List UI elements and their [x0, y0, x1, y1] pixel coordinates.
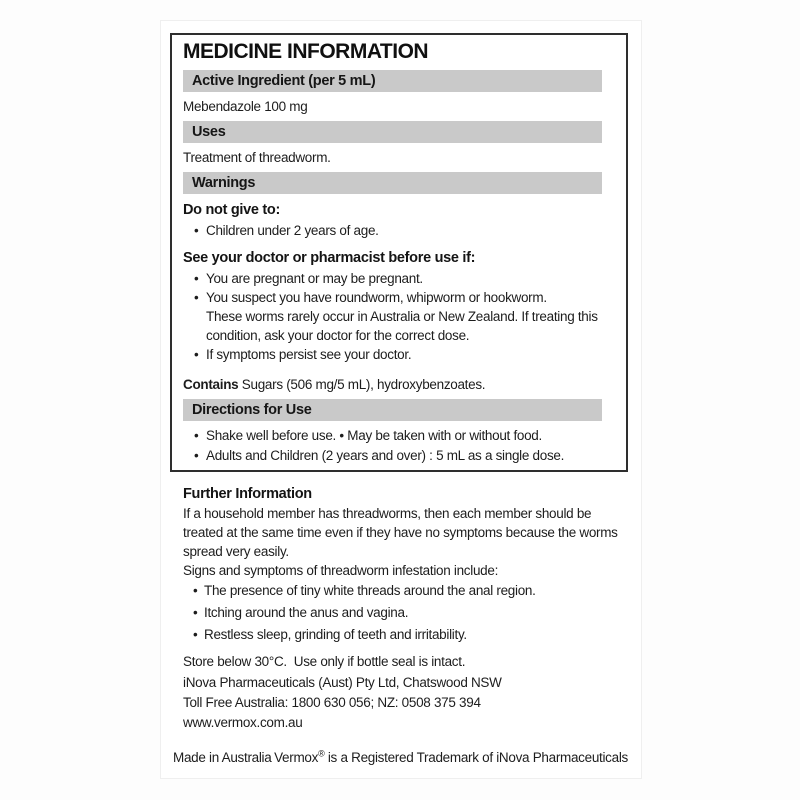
list-item: • Itching around the anus and vagina.: [183, 603, 627, 622]
do-not-give-list: [183, 221, 615, 240]
brand-name: Vermox: [274, 750, 319, 765]
company-line: iNova Pharmaceuticals (Aust) Pty Ltd, Chatswood NSW: [183, 675, 502, 690]
medicine-information-box: [170, 33, 628, 472]
contains-line: [183, 375, 615, 394]
further-information-heading: Further Information: [183, 486, 312, 502]
see-doctor-list: [183, 269, 615, 364]
signs-intro: Signs and symptoms of threadworm infestation include:: [183, 563, 499, 578]
list-item: • Shake well before use. • May be taken with or without food.: [183, 426, 615, 445]
list-item: • Adults and Children (2 years and over) : 5 mL as a single dose.: [183, 446, 615, 465]
footer-line: [173, 748, 628, 767]
active-ingredient-value: Mebendazole 100 mg: [183, 99, 308, 114]
trademark-note: [274, 748, 628, 767]
list-item: • Children under 2 years of age.: [183, 221, 615, 240]
see-doctor-heading: See your doctor or pharmacist before use if:: [183, 250, 476, 266]
list-item: • You are pregnant or may be pregnant.: [183, 269, 615, 288]
contains-label: Contains: [183, 377, 239, 392]
list-item-line: • You suspect you have roundworm, whipworm or hookworm.: [206, 290, 547, 305]
list-item: • Restless sleep, grinding of teeth and irritability.: [183, 625, 627, 644]
contains-value: Sugars (506 mg/5 mL), hydroxybenzoates.: [238, 377, 486, 392]
section-header-active-ingredient: Active Ingredient (per 5 mL): [183, 70, 602, 92]
phone-line: Toll Free Australia: 1800 630 056; NZ: 0508 375 394: [183, 695, 481, 710]
section-header-directions: Directions for Use: [183, 399, 602, 421]
further-information-paragraph: If a household member has threadworms, then each member should be treated at the same time even if they have no symptoms because the worms spread very easily.: [183, 506, 618, 559]
section-header-uses: Uses: [183, 121, 602, 143]
list-item-line: These worms rarely occur in Australia or New Zealand. If treating this condition, ask your doctor for the correct dose.: [206, 309, 598, 343]
list-item: • The presence of tiny white threads around the anal region.: [183, 581, 627, 600]
registered-trademark-symbol: ®: [318, 748, 325, 759]
uses-value: Treatment of threadworm.: [183, 150, 331, 165]
website-line: www.vermox.com.au: [183, 715, 303, 730]
directions-list: [183, 426, 615, 465]
further-information-section: [183, 485, 627, 732]
box-title: MEDICINE INFORMATION: [183, 40, 429, 63]
signs-list: [183, 581, 627, 644]
storage-instruction: Store below 30°C. Use only if bottle seal is intact.: [183, 654, 466, 669]
made-in-text: Made in Australia: [173, 750, 272, 765]
do-not-give-heading: Do not give to:: [183, 202, 280, 218]
list-item: • If symptoms persist see your doctor.: [183, 345, 615, 364]
medicine-label-panel: [160, 20, 642, 779]
section-header-warnings: Warnings: [183, 172, 602, 194]
trademark-text: is a Registered Trademark of iNova Pharmaceuticals: [324, 750, 628, 765]
list-item: [183, 288, 615, 345]
